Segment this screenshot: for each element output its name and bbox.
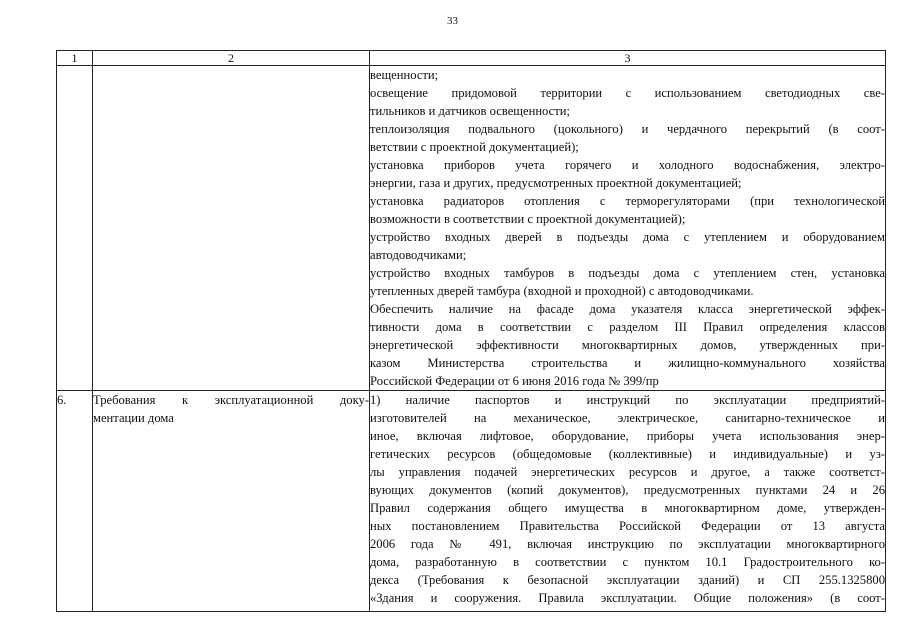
row-number-cell <box>57 66 93 391</box>
text-line: установка радиаторов отопления с терморегуляторами (при технологической <box>370 194 885 208</box>
text-line: теплоизоляция подвального (цокольного) и чердачного перекрытий (в соот- <box>370 122 885 136</box>
text-line: Правил содержания общего имущества в многоквартирном доме, утвержден- <box>370 501 885 515</box>
table-row-6 <box>57 391 886 612</box>
column-header-1: 1 <box>57 51 93 66</box>
page-number: 33 <box>447 15 458 27</box>
text-line: дома, разработанную в соответствии с пунктом 10.1 Градостроительного ко- <box>370 555 885 569</box>
text-line: вещенности; <box>370 68 439 82</box>
row-number-cell: 6. <box>57 391 93 612</box>
text-line: 2006 года № 491, включая инструкцию по эксплуатации многоквартирного <box>370 537 885 551</box>
text-line: тильников и датчиков освещенности; <box>370 104 570 118</box>
text-line: энергетической эффективности многоквартирных домов, утвержденных при- <box>370 338 885 352</box>
row-title-lines <box>93 391 369 427</box>
text-line: освещение придомовой территории с использованием светодиодных све- <box>370 86 885 100</box>
text-line: тивности дома в соответствии с разделом III Правил определения классов <box>370 320 885 334</box>
text-line: устройство входных дверей в подъезды дома с утеплением и оборудованием <box>370 230 885 244</box>
text-line: лы управления подачей энергетических ресурсов и другое, а также соответст- <box>370 465 885 479</box>
text-line: изготовителей на механическое, электрическое, санитарно-техническое и <box>370 411 885 425</box>
text-line: вующих документов (копий документов), предусмотренных пунктами 24 и 26 <box>370 483 885 497</box>
text-line: энергии, газа и других, предусмотренных проектной документацией; <box>370 176 742 190</box>
row-description-cell <box>370 391 886 612</box>
row-title-cell <box>93 391 370 612</box>
table-row-continued <box>57 66 886 391</box>
row-description-cell <box>370 66 886 391</box>
text-line: Требования к эксплуатационной доку- <box>93 393 369 407</box>
text-line: 1) наличие паспортов и инструкций по эксплуатации предприятий- <box>370 393 885 407</box>
text-line: возможности в соответствии с проектной документацией); <box>370 212 686 226</box>
text-line: Обеспечить наличие на фасаде дома указателя класса энергетической эффек- <box>370 302 885 316</box>
text-line: ных постановлением Правительства Российской Федерации от 13 августа <box>370 519 885 533</box>
text-line: автодоводчиками; <box>370 248 467 262</box>
text-line: Российской Федерации от 6 июня 2016 года № 399/пр <box>370 374 659 388</box>
text-line: утепленных дверей тамбура (входной и проходной) с автодоводчиками. <box>370 284 754 298</box>
text-line: декса (Требования к безопасной эксплуатации зданий) и СП 255.1325800 <box>370 573 885 587</box>
text-line: ветствии с проектной документацией); <box>370 140 579 154</box>
text-line: «Здания и сооружения. Правила эксплуатации. Общие положения» (в соот- <box>370 591 885 605</box>
table-header-row <box>57 51 886 66</box>
requirements-table <box>56 50 886 612</box>
text-line: устройство входных тамбуров в подъезды дома с утеплением стен, установка <box>370 266 885 280</box>
description-lines <box>370 66 885 390</box>
text-line: гетических ресурсов (общедомовые (коллективные) и индивидуальные) и уз- <box>370 447 885 461</box>
text-line: иное, включая лифтовое, оборудование, приборы учета использования энер- <box>370 429 885 443</box>
text-line: казом Министерства строительства и жилищно-коммунального хозяйства <box>370 356 885 370</box>
row-title-cell <box>93 66 370 391</box>
text-line: установка приборов учета горячего и холодного водоснабжения, электро- <box>370 158 885 172</box>
description-lines <box>370 391 885 609</box>
text-line: ментации дома <box>93 411 174 425</box>
column-header-2: 2 <box>93 51 370 66</box>
column-header-3: 3 <box>370 51 886 66</box>
